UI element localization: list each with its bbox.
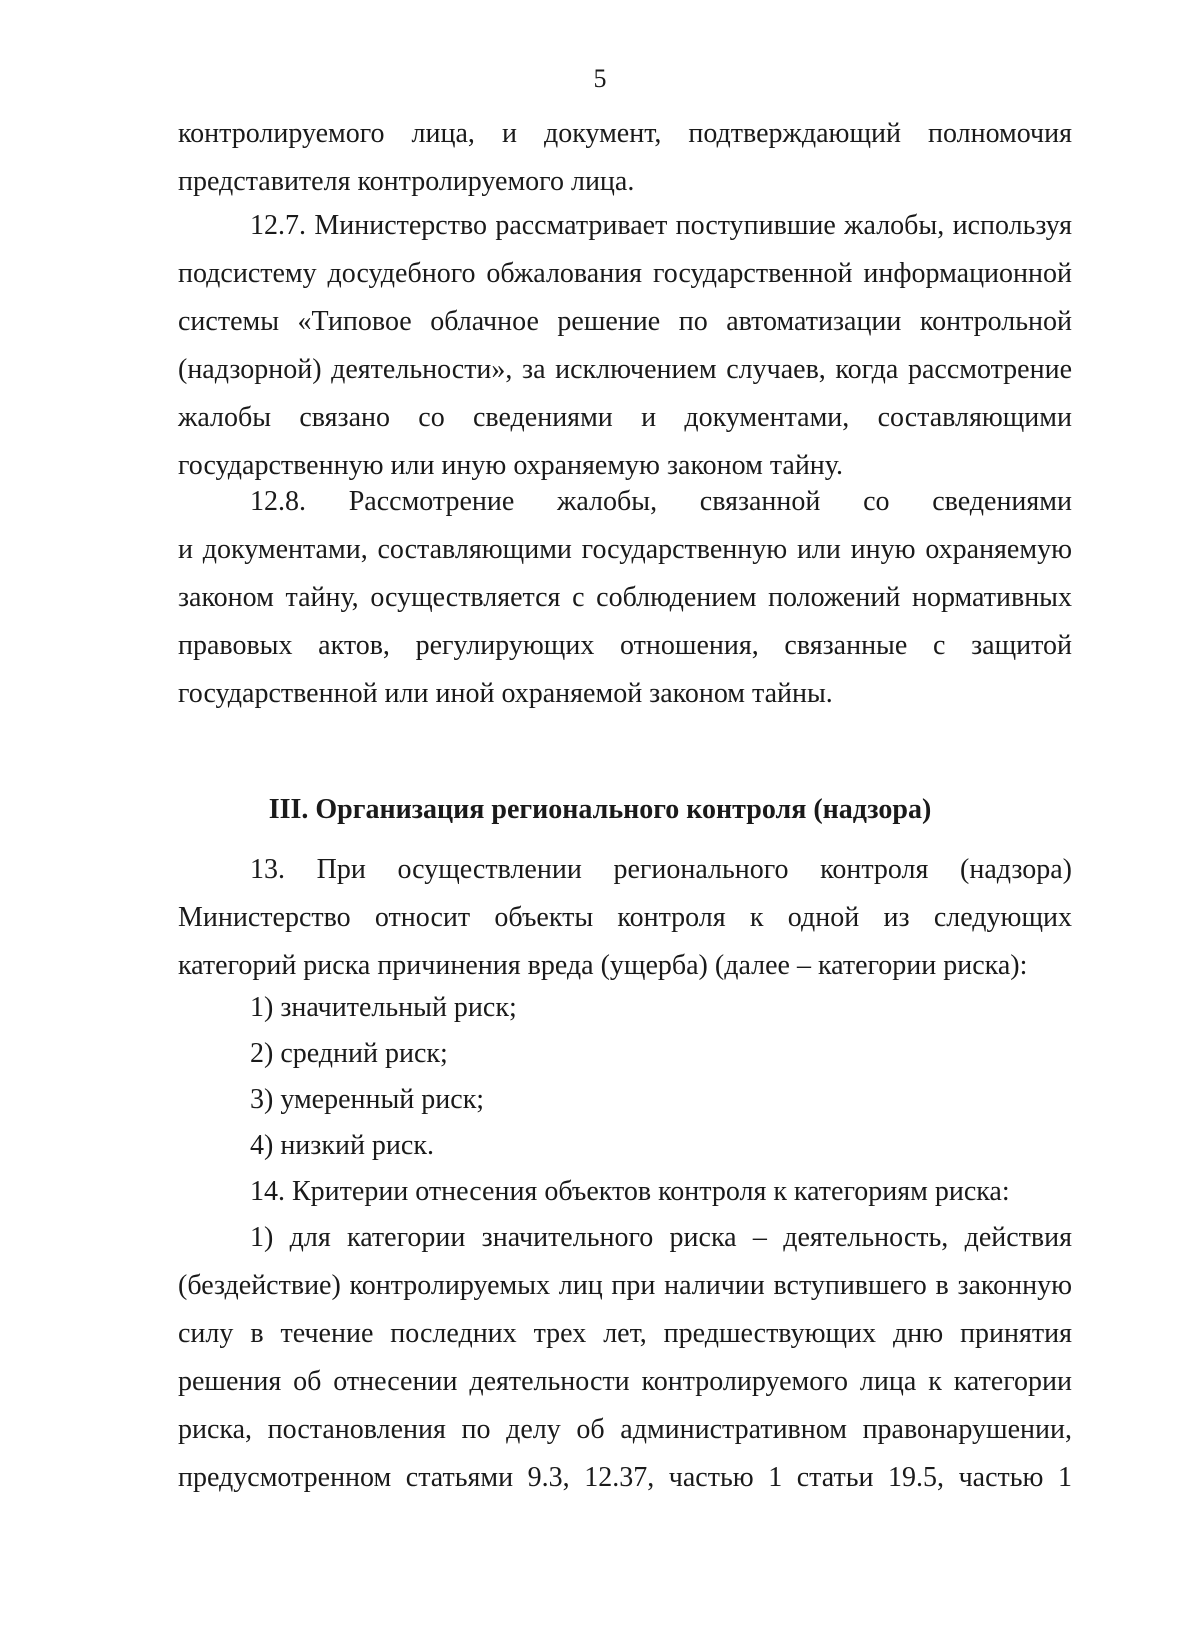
list-item: 2) средний риск; bbox=[250, 1038, 448, 1069]
text-line: правовых актов, регулирующих отношения, связанные с защитой bbox=[178, 630, 1072, 661]
text-line: жалобы связано со сведениями и документами, составляющими bbox=[178, 402, 1072, 433]
paragraph-14-1 bbox=[178, 1214, 1072, 1502]
page-number: 5 bbox=[593, 64, 607, 93]
text-line: 12.7. Министерство рассматривает поступившие жалобы, используя bbox=[250, 210, 1072, 241]
text-line: представителя контролируемого лица. bbox=[178, 166, 635, 197]
text-line: системы «Типовое облачное решение по автоматизации контрольной bbox=[178, 306, 1072, 337]
list-item: 1) значительный риск; bbox=[250, 992, 517, 1023]
text-line: 13. При осуществлении регионального контроля (надзора) bbox=[250, 854, 1072, 885]
paragraph-12-7 bbox=[178, 202, 1072, 490]
text-line: (надзорной) деятельности», за исключением случаев, когда рассмотрение bbox=[178, 354, 1072, 385]
text-line: Министерство относит объекты контроля к одной из следующих bbox=[178, 902, 1072, 933]
paragraph-13 bbox=[178, 846, 1072, 990]
text-line: силу в течение последних трех лет, предшествующих дню принятия bbox=[178, 1318, 1072, 1349]
paragraph-12-8 bbox=[178, 478, 1072, 718]
text-line: риска, постановления по делу об административном правонарушении, bbox=[178, 1414, 1072, 1445]
text-line: государственной или иной охраняемой законом тайны. bbox=[178, 678, 833, 709]
list-item: 3) умеренный риск; bbox=[250, 1084, 485, 1115]
text-line: решения об отнесении деятельности контролируемого лица к категории bbox=[178, 1366, 1072, 1397]
text-line: 1) для категории значительного риска – деятельность, действия bbox=[250, 1222, 1072, 1253]
list-item: 4) низкий риск. bbox=[250, 1130, 434, 1161]
section-heading: III. Организация регионального контроля (надзора) bbox=[268, 794, 932, 825]
text-line: законом тайну, осуществляется с соблюдением положений нормативных bbox=[178, 582, 1072, 613]
text-line: государственную или иную охраняемую законом тайну. bbox=[178, 450, 843, 481]
text-line: категорий риска причинения вреда (ущерба) (далее – категории риска): bbox=[178, 950, 1028, 981]
text-line: предусмотренном статьями 9.3, 12.37, частью 1 статьи 19.5, частью 1 bbox=[178, 1462, 1072, 1493]
text-line: контролируемого лица, и документ, подтверждающий полномочия bbox=[178, 118, 1072, 149]
paragraph-continuation bbox=[178, 110, 1072, 206]
paragraph-14: 14. Критерии отнесения объектов контроля к категориям риска: bbox=[250, 1176, 1010, 1207]
text-line: (бездействие) контролируемых лиц при наличии вступившего в законную bbox=[178, 1270, 1072, 1301]
text-line: и документами, составляющими государственную или иную охраняемую bbox=[178, 534, 1072, 565]
text-line: подсистему досудебного обжалования государственной информационной bbox=[178, 258, 1072, 289]
text-line: 12.8. Рассмотрение жалобы, связанной со сведениями bbox=[250, 486, 1072, 517]
